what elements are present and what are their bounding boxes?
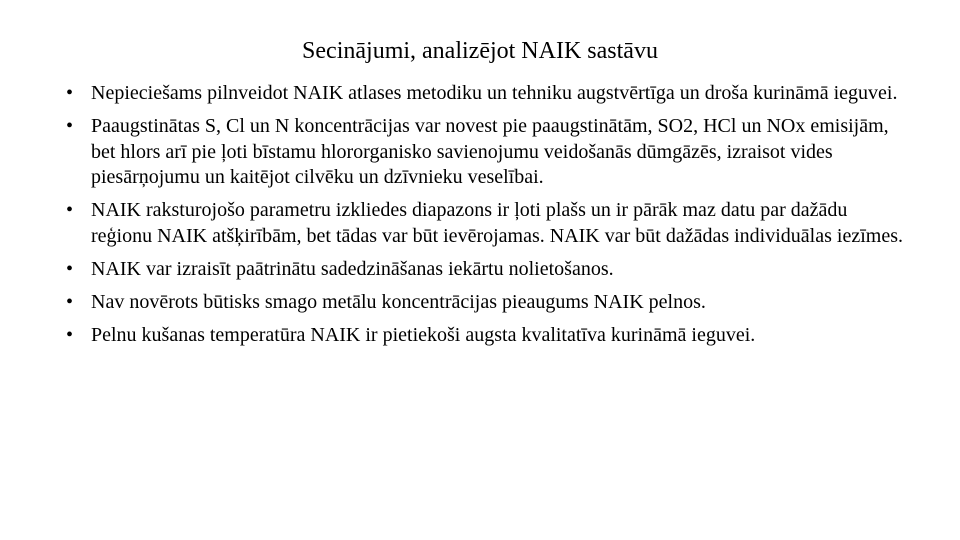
bullet-text: Nav novērots būtisks smago metālu koncentrācijas pieaugums NAIK pelnos.	[91, 291, 706, 314]
bullet-item	[66, 323, 906, 349]
bullet-list	[66, 81, 906, 356]
bullet-text: NAIK var izraisīt paātrinātu sadedzināšanas iekārtu nolietošanos.	[91, 258, 614, 281]
bullet-text: NAIK raksturojošo parametru izkliedes diapazons ir ļoti plašs un ir pārāk maz datu par dažādu reģionu NAIK atšķirībām, bet tādas var būt ievērojamas. NAIK var būt dažādas individuālas iezīmes.	[91, 199, 903, 247]
bullet-text: Pelnu kušanas temperatūra NAIK ir pietiekoši augsta kvalitatīva kurināmā ieguvei.	[91, 324, 756, 347]
bullet-item	[66, 81, 906, 107]
bullet-item	[66, 114, 906, 191]
bullet-text: Nepieciešams pilnveidot NAIK atlases metodiku un tehniku augstvērtīga un droša kurināmā ieguvei.	[91, 82, 898, 104]
bullet-item	[66, 290, 906, 316]
bullet-marker: •	[66, 199, 74, 222]
bullet-marker: •	[66, 82, 74, 104]
bullet-marker: •	[66, 324, 74, 347]
bullet-marker: •	[66, 115, 74, 138]
bullet-item	[66, 257, 906, 283]
bullet-item	[66, 198, 906, 249]
bullet-text: Paaugstinātas S, Cl un N koncentrācijas var novest pie paaugstinātām, SO2, HCl un NOx emisijām, bet hlors arī pie ļoti bīstamu hlororganisko savienojumu veidošanās dūmgāzēs, izraisot vides piesārņojumu un kaitējot cilvēku un dzīvnieku veselībai.	[91, 115, 889, 189]
bullet-marker: •	[66, 258, 74, 281]
bullet-marker: •	[66, 291, 74, 314]
slide-title: Secinājumi, analizējot NAIK sastāvu	[302, 38, 658, 64]
